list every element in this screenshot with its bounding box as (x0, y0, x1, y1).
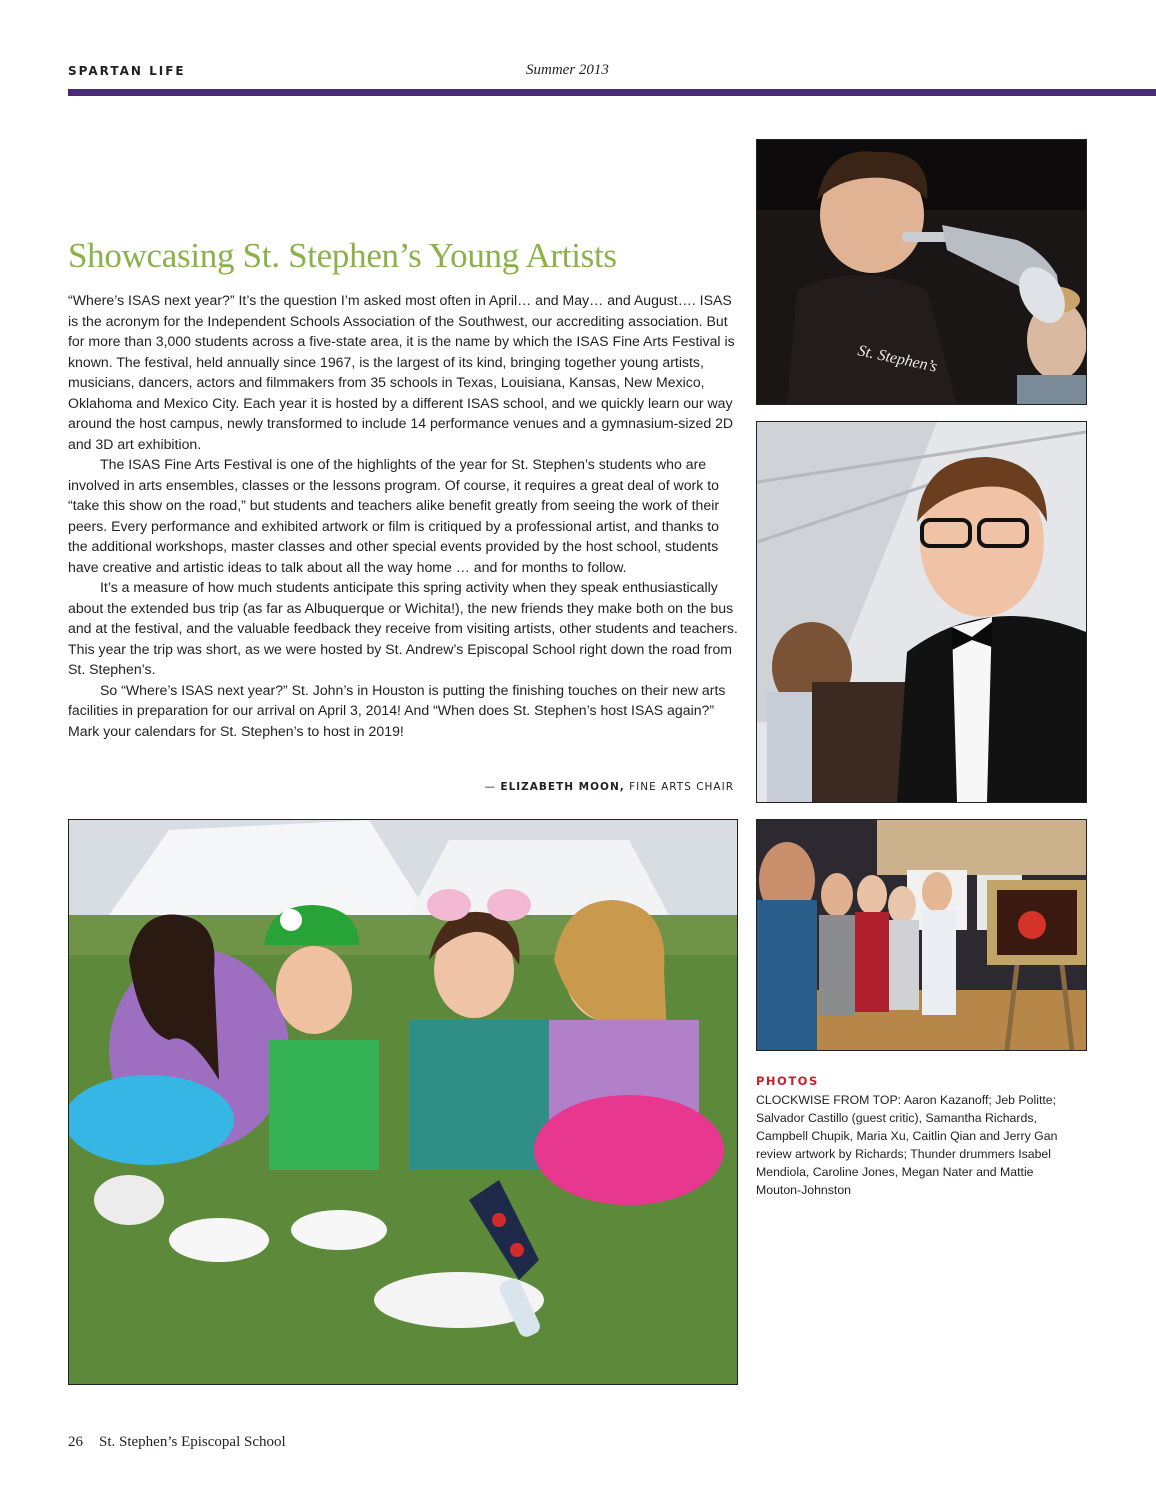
article-title: Showcasing St. Stephen’s Young Artists (68, 236, 617, 275)
shirt-text: St. Stephen’s (856, 342, 939, 376)
publication-name: St. Stephen’s Episcopal School (99, 1434, 286, 1450)
article-body (68, 290, 740, 741)
photo-trumpet-player (756, 139, 1087, 405)
page-number: 26 (68, 1434, 83, 1450)
photo-art-critique (756, 819, 1087, 1051)
photo-caption: CLOCKWISE FROM TOP: Aaron Kazanoff; Jeb Politte; Salvador Castillo (guest critic), Samantha Richards, Campbell Chupik, Maria Xu, Caitlin Qian and Jerry Gan review artwork by Richards; Thunder drummers Isabel Mendiola, Caroline Jones, Megan Nater and Mattie Mouton-Johnston (756, 1093, 1058, 1197)
article-paragraph: “Where’s ISAS next year?” It’s the question I’m asked most often in April… and May… and August…. ISAS is the acronym for the Independent Schools Association of the Southwest, our accrediting association. But for more than 3,000 students across a five-state area, it is the name by which the ISAS Fine Arts Festival is known. The festival, held annually since 1967, is the largest of its kind, bringing together young artists, musicians, dancers, actors and filmmakers from 35 schools in Texas, Louisiana, Kansas, New Mexico, Oklahoma and Mexico City. Each year it is hosted by a different ISAS school, and we quickly learn our way around the host campus, newly transformed to include 14 performance venues and a gymnasium-sized 2D and 3D art exhibition. (68, 292, 735, 452)
photo-singer-tuxedo (756, 421, 1087, 803)
article-paragraph: It’s a measure of how much students anticipate this spring activity when they speak enthusiastically about the extended bus trip (as far as Albuquerque or Wichita!), the new friends they make both on the bus and at the festival, and the valuable feedback they receive from visiting artists, other students and teachers. This year the trip was short, as we were hosted by St. Andrew’s Episcopal School right down the road from St. Stephen’s. (68, 579, 738, 677)
header-rule (68, 89, 1156, 96)
page-footer (68, 1434, 286, 1451)
byline (485, 781, 734, 793)
article-paragraph: The ISAS Fine Arts Festival is one of the highlights of the year for St. Stephen’s students who are involved in arts ensembles, classes or the lessons program. Of course, it requires a great deal of work to “take this show on the road,” but students and teachers alike benefit greatly from seeing the work of their peers. Every performance and exhibited artwork or film is critiqued by a professional artist, and thanks to the additional workshops, master classes and other special events provided by the host school, students have creative and artistic ideas to talk about all the way home … and for months to follow. (68, 456, 720, 575)
article-paragraph: So “Where’s ISAS next year?” St. John’s in Houston is putting the finishing touches on their new arts facilities in preparation for our arrival on April 3, 2014! And “When does St. Stephen’s host ISAS again?” Mark your calendars for St. Stephen’s to host in 2019! (68, 681, 726, 739)
issue-date: Summer 2013 (526, 62, 609, 78)
photo-thunder-drummers (68, 819, 738, 1385)
photos-heading: PHOTOS (756, 1074, 819, 1088)
section-label: SPARTAN LIFE (68, 64, 186, 78)
byline-dash: — (484, 781, 501, 793)
byline-name: ELIZABETH MOON, (500, 781, 625, 793)
byline-role: FINE ARTS CHAIR (624, 781, 734, 793)
